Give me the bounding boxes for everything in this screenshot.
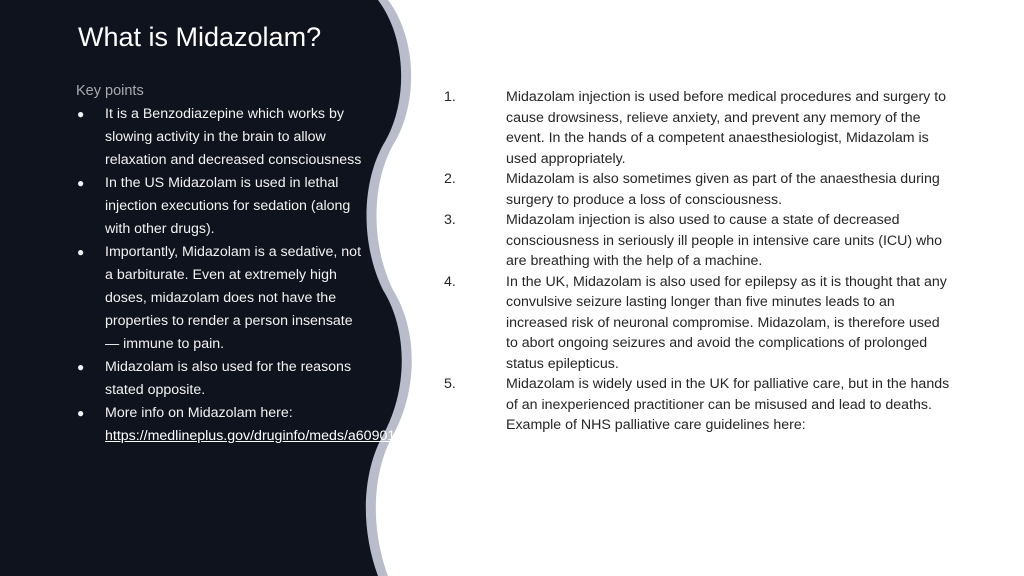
item-text: In the UK, Midazolam is also used for epilepsy as it is thought that any convulsive seizure lasting longer than five minutes leads to an increased risk of neuronal compromise. Midazolam, is therefore used to abort ongoing seizures and avoid the complications of prolonged status epilepticus. (506, 273, 947, 372)
bullet-item (76, 241, 366, 356)
bullet-icon: ● (77, 360, 85, 374)
more-info-text: More info on Midazolam here: (105, 405, 293, 421)
uses-list (442, 87, 952, 436)
item-text: Midazolam injection is used before medical procedures and surgery to cause drowsiness, relieve anxiety, and prevent any memory of the event. In the hands of a competent anaesthesiologist, Midazolam is used appropriately. (506, 89, 947, 167)
numbered-item (442, 87, 952, 169)
item-number: 5. (444, 376, 456, 392)
numbered-item (442, 272, 952, 375)
item-number: 3. (444, 212, 456, 228)
bullet-item (76, 356, 366, 402)
bullet-icon: ● (77, 245, 85, 259)
item-text: Midazolam injection is also used to cause a state of decreased consciousness in seriously ill people in intensive care units (ICU) who are breathing with the help of a machine. (506, 212, 943, 269)
key-points-list (76, 103, 434, 448)
item-text: Midazolam is widely used in the UK for palliative care, but in the hands of an inexperienced practitioner can be misused and lead to deaths. Example of NHS palliative care guidelines here: (506, 376, 950, 433)
slide-title: What is Midazolam? (78, 22, 322, 52)
bullet-text: Midazolam is also used for the reasons stated opposite. (105, 359, 352, 398)
bullet-item (76, 103, 366, 172)
bullet-text: It is a Benzodiazepine which works by slowing activity in the brain to allow relaxation and decreased consciousness (105, 106, 362, 168)
numbered-item (442, 210, 952, 272)
numbered-item (442, 169, 952, 210)
bullet-icon: ● (77, 176, 85, 190)
numbered-item (442, 374, 952, 436)
bullet-item-more-info (76, 402, 434, 448)
medlineplus-link[interactable]: https://medlineplus.gov/druginfo/meds/a609014.html (105, 428, 434, 444)
item-number: 1. (444, 89, 456, 105)
key-points-heading: Key points (76, 83, 144, 99)
bullet-item (76, 172, 366, 241)
bullet-text: Importantly, Midazolam is a sedative, not a barbiturate. Even at extremely high doses, midazolam does not have the properties to render a person insensate — immune to pain. (105, 244, 362, 352)
bullet-icon: ● (77, 406, 85, 420)
item-number: 2. (444, 171, 456, 187)
item-text: Midazolam is also sometimes given as part of the anaesthesia during surgery to produce a loss of consciousness. (506, 171, 940, 208)
item-number: 4. (444, 273, 456, 290)
bullet-text: In the US Midazolam is used in lethal injection executions for sedation (along with other drugs). (105, 175, 351, 237)
bullet-icon: ● (77, 107, 85, 121)
